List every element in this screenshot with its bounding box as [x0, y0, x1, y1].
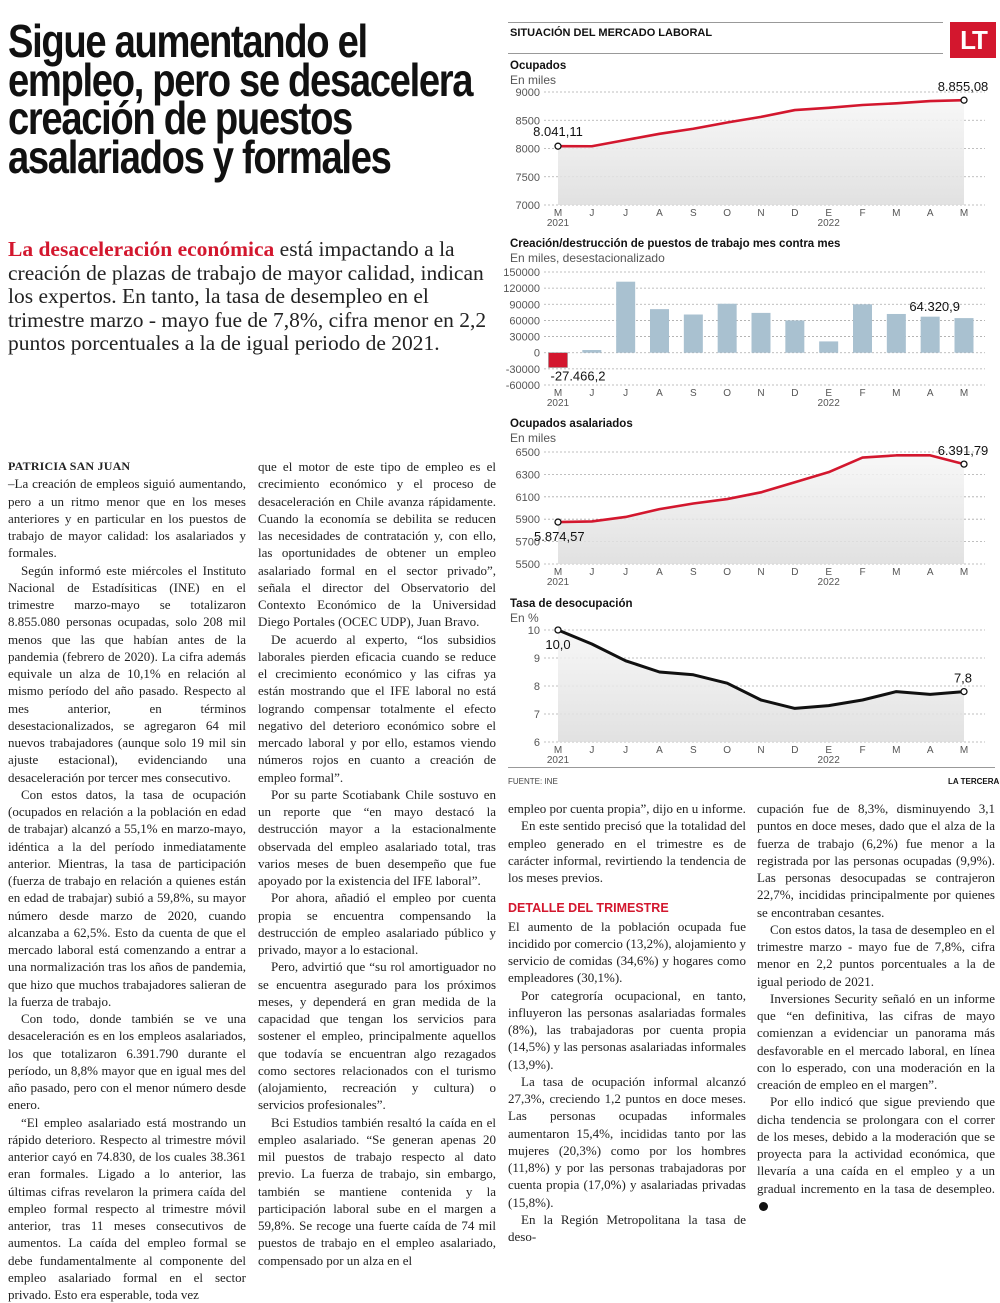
x-tick-label: S — [690, 208, 697, 219]
year-label: 2021 — [547, 755, 570, 766]
x-tick-label: S — [690, 567, 697, 578]
x-tick-label: D — [791, 745, 798, 756]
chart-title: Ocupados — [510, 60, 566, 72]
x-tick-label: A — [656, 567, 663, 578]
y-tick-label: 6100 — [516, 492, 540, 504]
x-tick-label: D — [791, 388, 798, 399]
headline-line: Sigue aumentando el — [8, 22, 589, 61]
article-column-3 — [508, 800, 746, 1245]
y-tick-label: 8 — [534, 681, 540, 693]
x-tick-label: A — [656, 388, 663, 399]
y-tick-label: 6500 — [516, 447, 540, 459]
paragraph: cupación fue de 8,3%, disminuyendo 3,1 puntos en doce meses, dado que el alza de la fuerza de trabajo (6,2%) fue menor a la registrada por las personas ocupadas (9,9%). Las personas desocupadas se contrajeron 22,7%, incididas principalmente por quienes se encontraban cesantes. — [757, 800, 995, 921]
y-tick-label: 7000 — [516, 200, 540, 212]
x-tick-label: M — [892, 388, 900, 399]
x-tick-label: J — [589, 567, 594, 578]
x-tick-label: A — [927, 567, 934, 578]
x-tick-label: A — [927, 745, 934, 756]
year-label: 2021 — [547, 577, 570, 588]
endpoint-marker — [961, 461, 967, 467]
bar — [650, 309, 669, 353]
bar — [549, 353, 568, 368]
headline-line: empleo, pero se desacelera — [8, 61, 589, 100]
year-label: 2021 — [547, 398, 570, 409]
y-tick-label: 5500 — [516, 559, 540, 571]
paragraph: Pero, advirtió que “su rol amortiguador no se encuentra asegurado para los próximos meses, y dependerá en gran medida de la capacidad que tengan los servicios para sostener el empleo, principalmente aquellos que todavía se encuentran algo rezagados como sectores relacionados con el turismo (alojamiento, recreación y cultura) o servicios profesionales”. — [258, 958, 496, 1113]
endpoint-marker — [555, 627, 561, 633]
x-tick-label: M — [960, 208, 968, 219]
paragraph: Con estos datos, la tasa de desempleo en el trimestre marzo - mayo fue de 7,8%, cifra menor en 2,2 puntos porcentuales a la de igual periodo de 2021. — [757, 921, 995, 990]
divider — [508, 767, 995, 768]
x-tick-label: N — [757, 745, 764, 756]
y-tick-label: 7 — [534, 709, 540, 721]
paragraph: El aumento de la población ocupada fue incidido por comercio (13,2%), alojamiento y servicio de comidas (34,6%) y hogares como empleadores (30,1%). — [508, 918, 746, 987]
value-label: 8.041,11 — [533, 124, 583, 139]
x-tick-label: M — [960, 567, 968, 578]
y-tick-label: 0 — [534, 348, 540, 360]
y-tick-label: 8500 — [516, 115, 540, 127]
x-tick-label: M — [554, 388, 562, 399]
year-label: 2022 — [818, 218, 841, 229]
bar — [616, 282, 635, 353]
x-tick-label: J — [623, 388, 628, 399]
year-label: 2022 — [818, 398, 841, 409]
y-tick-label: -30000 — [506, 364, 540, 376]
x-tick-label: F — [859, 567, 865, 578]
x-tick-label: F — [859, 388, 865, 399]
x-tick-label: M — [960, 745, 968, 756]
bar — [819, 341, 838, 352]
x-tick-label: J — [589, 745, 594, 756]
byline: PATRICIA SAN JUAN — [8, 458, 246, 475]
chart-subtitle: En miles — [510, 73, 556, 87]
x-tick-label: M — [892, 208, 900, 219]
endpoint-marker — [961, 97, 967, 103]
paragraph: Según informó este miércoles el Instituto Nacional de Estadísiticas (INE) en el trimestre marzo-mayo se totalizaron 8.855.080 personas ocupadas, solo 208 mil menos que las que habían antes de la pandemia (febrero de 2020). La cifra además equivale un alza de 10,1% en relación al mismo período del año pasado. Respecto al mes anterior, en términos desestacionalizados, se agregaron 64 mil nuevos trabajadores (aunque solo 19 mil sin ajuste estacional), evidenciando una desaceleración por tercer mes consecutivo. — [8, 562, 246, 786]
x-tick-label: M — [554, 745, 562, 756]
y-tick-label: 150000 — [503, 267, 540, 279]
chart-subtitle: En % — [510, 611, 539, 625]
x-tick-label: A — [927, 388, 934, 399]
y-tick-label: 6300 — [516, 469, 540, 481]
x-tick-label: M — [892, 745, 900, 756]
y-tick-label: 9 — [534, 653, 540, 665]
x-tick-label: N — [757, 208, 764, 219]
x-tick-label: D — [791, 567, 798, 578]
endpoint-marker — [555, 143, 561, 149]
paragraph: Por ello indicó que sigue previendo que dicha tendencia se prolongara con el correr de los meses, debido a la moderación que se proyecta para la actividad económica, que llevaría a una caída en el empleo y a un gradual incremento en la tasa de desempleo. — [757, 1093, 995, 1214]
x-tick-label: A — [656, 745, 663, 756]
x-tick-label: N — [757, 567, 764, 578]
x-tick-label: E — [825, 745, 832, 756]
y-tick-label: 10 — [528, 625, 540, 637]
paragraph: Bci Estudios también resaltó la caída en el empleo asalariado. “Se generan apenas 20 mil puestos de trabajo respecto al dato previo. La fuerza de trabajo, sin embargo, también se mantiene contenida y la participación laboral sube en el margen a 59,8%. Se recoge una fuerte caída de 74 mil puestos de trabajo en el empleo asalariado, compensado por un alza en el — [258, 1114, 496, 1269]
y-tick-label: 30000 — [509, 332, 540, 344]
bar — [718, 304, 737, 353]
y-tick-label: 5900 — [516, 514, 540, 526]
y-tick-label: 60000 — [509, 315, 540, 327]
chart-title: Tasa de desocupación — [510, 598, 633, 610]
year-label: 2022 — [818, 577, 841, 588]
value-label: 8.855,08 — [938, 79, 989, 94]
chart-subtitle: En miles, desestacionalizado — [510, 251, 665, 265]
source-note: FUENTE: INE — [508, 777, 558, 786]
y-tick-label: 5700 — [516, 537, 540, 549]
paragraph: Por ahora, añadió el empleo por cuenta propia se encuentra compensando la destrucción de empleo asalariado público y privado, mayor a lo estacional. — [258, 889, 496, 958]
y-tick-label: 9000 — [516, 87, 540, 99]
chart-subtitle: En miles — [510, 431, 556, 445]
subhead: DETALLE DEL TRIMESTRE — [508, 900, 746, 917]
x-tick-label: F — [859, 745, 865, 756]
bar — [921, 317, 940, 353]
x-tick-label: A — [656, 208, 663, 219]
value-label: 64.320,9 — [909, 299, 960, 314]
x-tick-label: N — [757, 388, 764, 399]
x-tick-label: F — [859, 208, 865, 219]
x-tick-label: M — [554, 567, 562, 578]
year-label: 2022 — [818, 755, 841, 766]
paragraph: que el motor de este tipo de empleo es el crecimiento económico y el proceso de desaceleración en Chile avanza rápidamente. Cuando la economía se debilita se reducen las necesidades de contratación y, con ello, las oportunidades de obtener un empleo asalariado formal en el sector privado”, señala el director del Observatorio del Contexto Económico de la Universidad Diego Portales (OCEC UDP), Juan Bravo. — [258, 458, 496, 631]
bar — [853, 304, 872, 352]
x-tick-label: M — [892, 567, 900, 578]
y-tick-label: 7500 — [516, 172, 540, 184]
x-tick-label: E — [825, 208, 832, 219]
x-tick-label: S — [690, 388, 697, 399]
x-tick-label: E — [825, 388, 832, 399]
x-tick-label: M — [554, 208, 562, 219]
y-tick-label: 90000 — [509, 299, 540, 311]
x-tick-label: M — [960, 388, 968, 399]
x-tick-label: E — [825, 567, 832, 578]
value-label: 6.391,79 — [938, 443, 989, 458]
headline-line: asalariados y formales — [8, 138, 589, 177]
x-tick-label: J — [623, 745, 628, 756]
x-tick-label: O — [723, 745, 731, 756]
area-fill — [558, 455, 964, 564]
bar — [684, 315, 703, 353]
bar — [785, 320, 804, 352]
x-tick-label: O — [723, 208, 731, 219]
paragraph: “El empleo asalariado está mostrando un rápido deterioro. Respecto al trimestre móvil anterior cayó en 74.830, de los cuales 38.361 eran formales. Ligado a lo anterior, las últimas cifras revelaron la primera caída del empleo formal respecto al trimestre móvil anterior, tras 11 meses consecutivos de aumentos. La caída del empleo formal se debe fundamentalmente al componente del empleo asalariado formal en el sector privado. Esto era esperable, toda vez — [8, 1114, 246, 1303]
x-tick-label: O — [723, 388, 731, 399]
paragraph: Inversiones Security señaló en un informe que “en definitiva, las cifras de mayo comienzan a evidenciar un panorama más desfavorable en el mercado laboral, en línea con lo esperado, con una moderación en la creación de empleo en el margen”. — [757, 990, 995, 1094]
x-tick-label: O — [723, 567, 731, 578]
x-tick-label: J — [623, 208, 628, 219]
year-label: 2021 — [547, 218, 570, 229]
value-label: -27.466,2 — [551, 368, 606, 383]
x-tick-label: J — [589, 208, 594, 219]
article-column-4 — [757, 800, 995, 1214]
paragraph: De acuerdo al experto, “los subsidios laborales pierden eficacia cuando se reduce el crecimiento económico y las cifras ya están mostrando que el IFE laboral no está logrando compensar totalmente el efecto negativo del deterioro económico sobre el mercado laboral y por ello, estamos viendo números rojos en cuanto a creación de empleo formal”. — [258, 631, 496, 786]
paragraph: En la Región Metropolitana la tasa de deso- — [508, 1211, 746, 1246]
la-tercera-logo: LT — [950, 22, 996, 58]
endpoint-marker — [555, 519, 561, 525]
paragraph: Por su parte Scotiabank Chile sostuvo en un reporte que “en mayo destacó la destrucción mayor a la estacionalmente observada del empleo asalariado total, tras varios meses de buen desempeño que fue apoyado por la existencia del IFE laboral”. — [258, 786, 496, 890]
infographic-header: SITUACIÓN DEL MERCADO LABORAL — [510, 27, 712, 39]
paragraph: En este sentido precisó que la totalidad del empleo generado en el trimestre es de carácter informal, revirtiendo la tendencia de los meses previos. — [508, 817, 746, 886]
chart-title: Ocupados asalariados — [510, 418, 633, 430]
x-tick-label: A — [927, 208, 934, 219]
paragraph: Con todo, donde también se ve una desaceleración es en los empleos asalariados, los que totalizaron 6.391.790 durante el período, un 8,8% mayor que en igual mes del año pasado, pero con el menor número desde enero. — [8, 1010, 246, 1114]
lede-text: está impactando a la creación de plazas de trabajo de mayor calidad, indican los expertos. En tanto, la tasa de desempleo en el trimestre marzo - mayo fue de 7,8%, cifra menor en 2,2 puntos porcentuales a la de igual periodo de 2021. — [8, 237, 486, 355]
paragraph: Por categroría ocupacional, en tanto, influyeron las personas asalariadas formales (8%), las trabajadoras por cuenta propia (14,5%) y las personas asalariadas informales (13,9%). — [508, 987, 746, 1073]
paragraph: empleo por cuenta propia”, dijo en u informe. — [508, 800, 746, 817]
y-tick-label: 6 — [534, 737, 540, 749]
x-tick-label: D — [791, 208, 798, 219]
end-mark-icon — [759, 1202, 768, 1211]
value-label: 10,0 — [545, 637, 570, 652]
x-tick-label: J — [589, 388, 594, 399]
credit: LA TERCERA — [948, 777, 999, 786]
value-label: 7,8 — [954, 671, 972, 686]
paragraph: –La creación de empleos siguió aumentando, pero a un ritmo menor que en los meses anteriores y en particular en los puestos de trabajo de mayor calidad: los asalariados y formales. — [8, 475, 246, 561]
y-tick-label: 8000 — [516, 144, 540, 156]
x-tick-label: J — [623, 567, 628, 578]
y-tick-label: -60000 — [506, 380, 540, 392]
x-tick-label: S — [690, 745, 697, 756]
paragraph: Con estos datos, la tasa de ocupación (ocupados en relación a la población en edad de trabajar) alcanzó a 55,1% en marzo-mayo, idéntica a la del período inmediatamente anterior. Mientras, la tasa de participación (fuerza de trabajo en relación a quienes están en edad de trabajar) subió a 59,8%, su mayor número desde marzo de 2020, cuando alcanzaba a 62,5%. Esto da cuenta de que el mercado laboral está comenzando a entrar a una normalización tras los años de pandemia, que hizo que muchos trabajadores salieran de la fuerza de trabajo. — [8, 786, 246, 1010]
paragraph: La tasa de ocupación informal alcanzó 27,3%, creciendo 1,2 puntos en doce meses. Las personas ocupadas informales aumentaron 15,4%, incididas tanto por las mujeres (20,3%) como por los hombres (11,8%) y por las personas trabajadoras por cuenta propia (17,0%) y asalariadas privadas (15,8%). — [508, 1073, 746, 1211]
value-label: 5.874,57 — [534, 529, 585, 544]
lede-lead: La desaceleración económica — [8, 237, 274, 261]
y-tick-label: 120000 — [503, 283, 540, 295]
chart-title: Creación/destrucción de puestos de trabajo mes contra mes — [510, 238, 840, 250]
bar — [582, 350, 601, 353]
endpoint-marker — [961, 689, 967, 695]
bar — [955, 318, 974, 353]
headline-line: creación de puestos — [8, 99, 589, 138]
bar — [887, 314, 906, 353]
bar — [752, 313, 771, 353]
